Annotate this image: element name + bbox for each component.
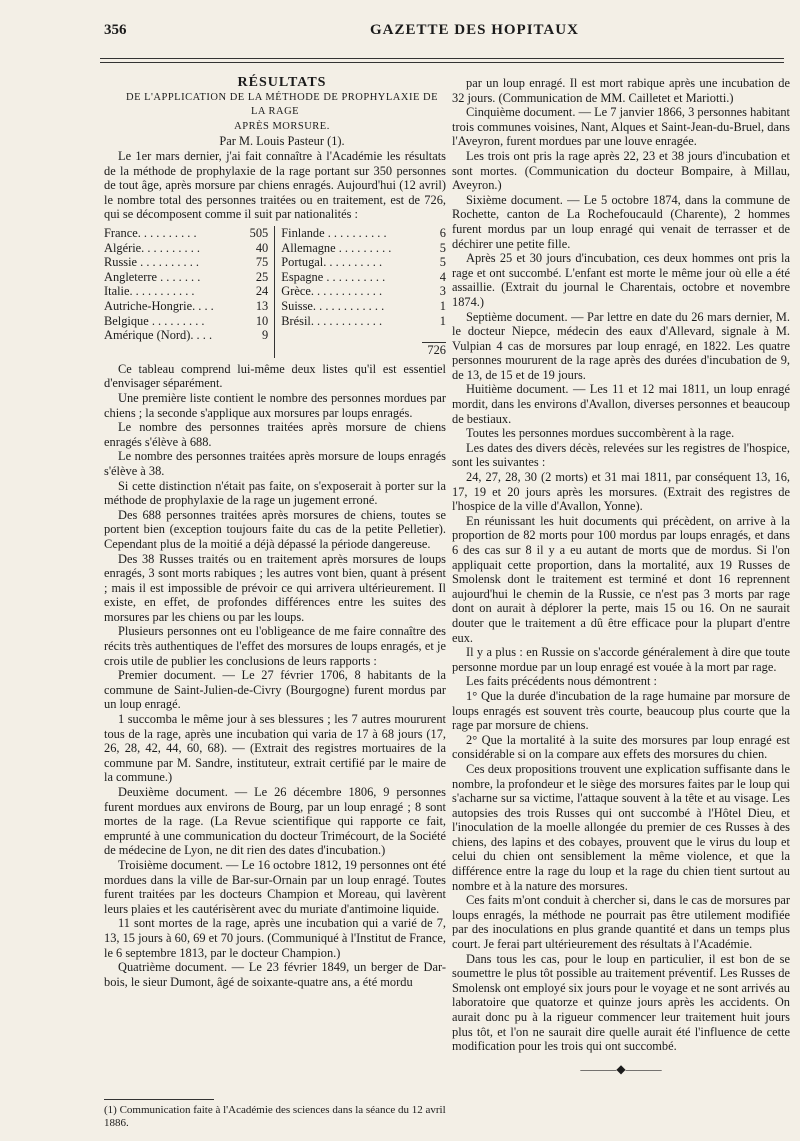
nationality-name: Algérie. . . . . . . . . . <box>104 240 201 255</box>
nationality-row <box>104 314 446 329</box>
body-paragraph: Toutes les personnes mordues succombèrent à la rage. <box>466 426 735 441</box>
body-paragraph: Septième document. — Par lettre en date du 26 mars dernier, M. le docteur Niepce, médecin des eaux d'Allevard, signale à M. Vulpian 4 cas de morsures par loup enragé, en 1822. Les quatre personnes moururent de la rage après des durées d'incubation de 9, de 13, de 15 et de 19 jours. <box>452 309 790 382</box>
body-paragraph: 1 succomba le même jour à ses blessures ; les 7 autres moururent tous de la rage, après une incubation qui varia de 17 à 68 jours (17, 26, 28, 42, 44, 60, 68). — (Extrait des registres mortuaires de la commune par M. Sandre, instituteur, extrait certifié par le maire de la commune.) <box>104 712 446 785</box>
header-rule <box>100 58 784 59</box>
nationality-table <box>104 226 446 358</box>
body-paragraph: Plusieurs personnes ont eu l'obligeance de me faire connaître des récits très authentiques de l'effet des morsures de loups enragés, et je crois utile de publier les conclusions de leurs rapports : <box>104 624 446 668</box>
body-paragraph: Une première liste contient le nombre des personnes mordues par chiens ; la seconde s'applique aux morsures par loups enragés. <box>104 390 446 420</box>
running-title: GAZETTE DES HOPITAUX <box>370 22 579 38</box>
body-paragraph: Quatrième document. — Le 23 février 1849, un berger de Dar-bois, le sieur Dumont, âgé de soixante-quatre ans, a été mordu <box>104 960 446 989</box>
body-paragraph: Le nombre des personnes traitées après morsure de loups enragés s'élève à 38. <box>104 449 446 478</box>
header-rule <box>100 62 784 63</box>
body-paragraph: Les dates des divers décès, relevées sur les registres de l'hospice, sont les suivantes : <box>452 440 790 470</box>
nationality-count <box>422 328 446 343</box>
body-paragraph: Cinquième document. — Le 7 janvier 1866, 3 personnes habitant trois communes voisines, Nant, Alques et Saint-Jean-du-Bruel, dans l'Aveyron, furent mordues par une louve enragée. <box>452 105 790 149</box>
body-paragraph: Ces deux propositions trouvent une explication suffisante dans le nombre, la profondeur et le siège des morsures faites par le loup qui s'acharne sur sa victime, l'attaque souvent à la tête et au visage. Les autopsies des trois Russes qui ont succombé à l'Hôtel Dieu, et l'inoculation de la moelle allongée du premier de ces Russes à des chiens, des lapins et des cobayes, prouvent que le virus du loup et celui du chien ont sensiblement la même violence, et que la différence entre la rage du loup et la rage du chien tient surtout au nombre et à la nature des morsures. <box>452 761 790 893</box>
nationality-count: 75 <box>243 255 275 270</box>
nationality-name: Italie. . . . . . . . . . . <box>104 284 195 299</box>
body-paragraph: Le nombre des personnes traitées après morsure de chiens enragés s'élève à 688. <box>104 420 446 449</box>
left-paragraphs <box>104 362 446 990</box>
nationality-name: Suisse. . . . . . . . . . . . <box>281 298 385 313</box>
body-paragraph: Deuxième document. — Le 26 décembre 1806, 9 personnes furent mordues aux environs de Bourg, par un loup enragé ; 8 sont mortes de la rage. (La Revue scientifique qui rapporte ce fait, emprunté à une communication du docteur Trimécourt, de la Société de médecine de Lyon, ne dit rien des dates d'incubation.) <box>104 785 446 858</box>
nationality-count: 4 <box>439 269 446 284</box>
nationality-count: 9 <box>243 328 275 343</box>
nationality-row <box>104 241 446 256</box>
nationality-name: Grèce. . . . . . . . . . . . <box>281 284 383 299</box>
body-paragraph: En réunissant les huit documents qui précèdent, on arrive à la proportion de 82 morts pour 100 mordus par loups enragés, et dans 6 des cas sur 8 il y a eu autant de morts que de mordus. Si l'on appliquait cette proportion, dans la mortalité, aux 19 Russes de Smolensk dont le traitement est terminé et dont 16 reprennent aujourd'hui le chemin de la Russie, ce n'est pas 3 morts par rage dont on aurait à déplorer la perte, mais 15 ou 16. On ne saurait douter que le traitement a dû être efficace pour la plupart d'entre eux. <box>452 513 790 645</box>
nationality-row <box>104 328 446 343</box>
body-paragraph: Il y a plus : en Russie on s'accorde généralement à dire que toute personne mordue par un loup enragé est vouée à la mort par rage. <box>452 645 790 674</box>
nationality-count: 25 <box>243 270 275 285</box>
nationality-count: 1 <box>439 298 446 313</box>
nationality-count: 40 <box>243 241 275 256</box>
nationality-name: Belgique . . . . . . . . . <box>104 313 205 328</box>
nationality-name: Portugal. . . . . . . . . . <box>281 255 383 270</box>
article-subtitle: APRÈS MORSURE. <box>234 120 330 132</box>
table-cell <box>243 343 275 358</box>
body-paragraph: Huitième document. — Les 11 et 12 mai 1811, un loup enragé mordit, dans les environs d'Avallon, diverses personnes et beaucoup de bestiaux. <box>452 382 790 426</box>
nationality-count: 13 <box>243 299 275 314</box>
nationality-total-row <box>104 343 446 358</box>
nationality-name: Russie . . . . . . . . . . <box>104 255 199 270</box>
nationality-total: 726 <box>422 343 446 358</box>
body-paragraph: Sixième document. — Le 5 octobre 1874, dans la commune de Rochette, canton de La Rochefoucauld (Charente), 2 hommes furent mordus par un loup enragé qui venait de terrasser et de déchirer une petite fille. <box>452 192 790 251</box>
page-number: 356 <box>104 22 127 38</box>
article-subtitle: DE L'APPLICATION DE LA MÉTHODE DE PROPHYLAXIE DE LA RAGE <box>125 91 438 118</box>
intro-paragraph: Le 1er mars dernier, j'ai fait connaître à l'Académie les résultats de la méthode de prophylaxie de la rage portant sur 350 personnes de tout âge, après morsure par chiens enragés. Aujourd'hui (12 avril) le nombre total des personnes traitées ou en traitement, est de 726, qui se décomposent comme il suit par nationalités : <box>104 148 446 222</box>
table-cell <box>275 343 423 358</box>
body-paragraph: Des 38 Russes traités ou en traitement après morsures de loups enragés, 3 sont morts rabiques ; les autres vont bien, quant à présent ; mais il est impossible de prévoir ce qui arrivera ultérieurement. Il existe, en effet, de profondes différences entre les suites des morsures par les chiens ou par les loups. <box>104 551 446 624</box>
body-paragraph: par un loup enragé. Il est mort rabique après une incubation de 32 jours. (Communication de MM. Cailletet et Mariotti.) <box>452 76 790 105</box>
body-paragraph: Après 25 et 30 jours d'incubation, ces deux hommes ont pris la rage et ont succombé. L'enfant est morte le même jour où elle a été assaillie. (Extrait du journal le Charentais, octobre et novembre 1874.) <box>452 251 790 309</box>
nationality-row <box>104 255 446 270</box>
body-paragraph: Premier document. — Le 27 février 1706, 8 habitants de la commune de Saint-Julien-de-Civry (Bourgogne) furent mordus par un loup enragé. <box>104 668 446 712</box>
body-paragraph: 1° Que la durée d'incubation de la rage humaine par morsure de loups enragés est souvent très courte, beaucoup plus courte que la rage par morsure de chiens. <box>452 688 790 733</box>
body-paragraph: Les trois ont pris la rage après 22, 23 et 38 jours d'incubation et sont mortes. (Communication du docteur Bompaire, à Millau, Aveyron.) <box>452 148 790 193</box>
nationality-name: Brésil. . . . . . . . . . . . <box>281 313 383 328</box>
nationality-count: 6 <box>439 225 446 240</box>
nationality-name: Amérique (Nord). . . . <box>104 328 213 343</box>
body-paragraph: Des 688 personnes traitées après morsures de chiens, toutes se portent bien (exception toujours faite du cas de la petite Pelletier). Cependant plus de la moitié a déjà dépassé la période dangereuse. <box>104 507 446 551</box>
nationality-count: 24 <box>243 284 275 299</box>
nationality-row <box>104 299 446 314</box>
table-cell <box>104 343 243 358</box>
nationality-name: France. . . . . . . . . . <box>104 225 197 240</box>
nationality-count: 5 <box>439 240 446 255</box>
right-paragraphs <box>452 76 790 1054</box>
nationality-name: Allemagne . . . . . . . . . <box>281 240 392 255</box>
article-title: RÉSULTATS <box>237 75 327 90</box>
nationality-row <box>104 270 446 285</box>
nationality-name: Autriche-Hongrie. . . . <box>104 298 214 313</box>
footnote-rule <box>104 1099 214 1100</box>
left-column <box>104 76 446 989</box>
body-paragraph: Les faits précédents nous démontrent : <box>466 674 657 689</box>
body-paragraph: Troisième document. — Le 16 octobre 1812, 19 personnes ont été mordues dans la ville de Bar-sur-Ornain par un loup enragé. Toutes furent traitées par les docteurs Champion et Moreau, qui lavèrent leurs plaies et les cautérisèrent avec du muriate d'antimoine liquide. <box>104 857 446 916</box>
body-paragraph: Ces faits m'ont conduit à chercher si, dans le cas de morsures par loups enragés, la méthode ne pourrait pas être utilement modifiée par des inoculations en plus grande quantité et dans un temps plus court. Je ferai part ultérieurement des résultats à l'Académie. <box>452 893 790 952</box>
end-ornament: ———◆——— <box>580 1061 662 1076</box>
nationality-count: 1 <box>439 313 446 328</box>
nationality-name: Espagne . . . . . . . . . . <box>281 269 386 284</box>
body-paragraph: 11 sont mortes de la rage, après une incubation qui a varié de 7, 13, 15 jours à 60, 69 et 70 jours. (Communiqué à l'Institut de France, le 6 septembre 1813, par le docteur Champion.) <box>104 916 446 960</box>
nationality-count: 5 <box>439 255 446 270</box>
nationality-count: 505 <box>243 226 275 241</box>
article-author: Par M. Louis Pasteur (1). <box>219 134 345 149</box>
footnote: (1) Communication faite à l'Académie des sciences dans la séance du 12 avril 1886. <box>104 1104 446 1129</box>
body-paragraph: Dans tous les cas, pour le loup en particulier, il est bon de se soumettre le plus tôt possible au traitement préventif. Les Russes de Smolensk ont employé six jours pour le voyage et ne sont arrivés au laboratoire que quatorze et quinze jours après les accidents. On aurait donc pu à la rigueur commencer leur traitement huit jours plus tôt, et l'on ne saurait dire quelle aurait été l'influence de cette modification pour les trois qui ont succombé. <box>452 951 790 1054</box>
nationality-count: 3 <box>439 284 446 299</box>
right-column <box>452 76 790 1076</box>
body-paragraph: 2° Que la mortalité à la suite des morsures par loup enragé est considérable si on la compare aux effets des morsures du chien. <box>452 732 790 762</box>
nationality-row <box>104 284 446 299</box>
nationality-name: Angleterre . . . . . . . <box>104 269 201 284</box>
body-paragraph: Ce tableau comprend lui-même deux listes qu'il est essentiel d'envisager séparément. <box>104 361 446 391</box>
nationality-name: Finlande . . . . . . . . . . <box>281 225 387 240</box>
nationality-row <box>104 226 446 241</box>
nationality-name <box>275 328 423 343</box>
body-paragraph: Si cette distinction n'était pas faite, on s'exposerait à porter sur la méthode de prophylaxie de la rage un jugement erroné. <box>104 478 446 508</box>
nationality-count: 10 <box>243 314 275 329</box>
body-paragraph: 24, 27, 28, 30 (2 morts) et 31 mai 1811, par conséquent 13, 16, 17, 19 et 20 jours après les morsures. (Extrait des registres de l'hospice de la ville d'Avallon, Yonne). <box>452 470 790 514</box>
